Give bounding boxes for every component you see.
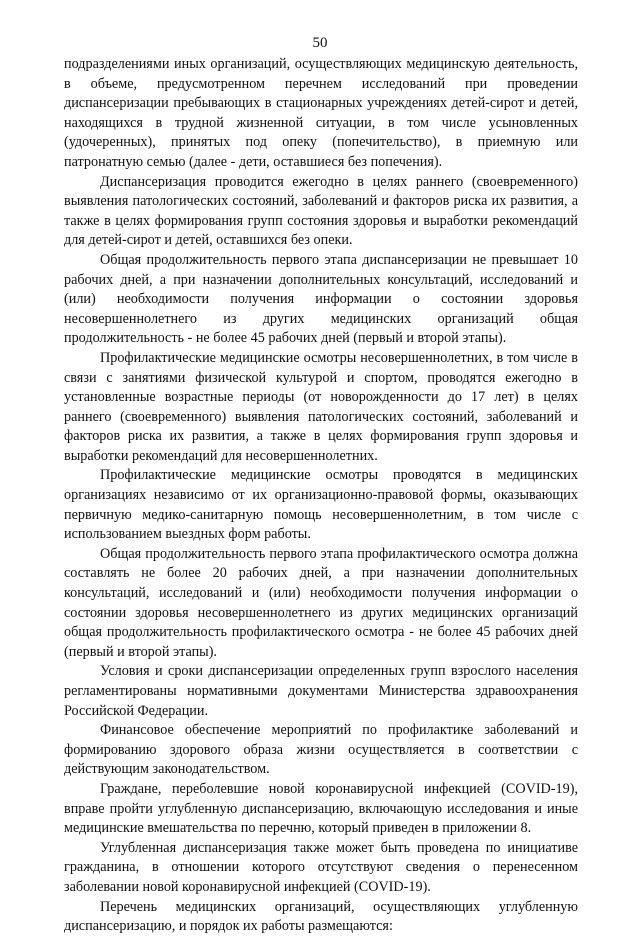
paragraph-dispensary-purpose: Диспансеризация проводится ежегодно в целях раннего (своевременного) выявления патологических состояний, заболеваний и факторов риска их развития, а также в целях формирования групп состояния здоровья и выработки рекомендаций для детей-сирот и детей, оставшихся без опеки. <box>64 173 578 249</box>
document-body <box>64 55 578 937</box>
paragraph-exam-organizations: Профилактические медицинские осмотры проводятся в медицинских организациях независимо от их организационно-правовой формы, оказывающих первичную медико-санитарную помощь несовершеннолетним, в том числе с использованием выездных форм работы. <box>64 467 578 543</box>
paragraph-continuation: подразделениями иных организаций, осуществляющих медицинскую деятельность, в объеме, предусмотренном перечнем исследований при проведении диспансеризации пребывающих в стационарных учреждениях детей-сирот и детей, находящихся в трудной жизненной ситуации, в том числе усыновленных (удочеренных), принятых под опеку (попечительство), в приемную или патронатную семью (далее - дети, оставшиеся без попечения). <box>64 56 578 170</box>
paragraph-covid-citizens: Граждане, переболевшие новой коронавирусной инфекцией (COVID-19), вправе пройти углубленную диспансеризацию, включающую исследования и иные медицинские вмешательства по перечню, который приведен в приложении 8. <box>64 780 578 837</box>
paragraph-financing: Финансовое обеспечение мероприятий по профилактике заболеваний и формированию здорового образа жизни осуществляется в соответствии с действующим законодательством. <box>64 722 578 778</box>
page-number: 50 <box>312 35 328 51</box>
paragraph-in-depth-initiative: Углубленная диспансеризация также может быть проведена по инициативе гражданина, в отношении которого отсутствуют сведения о перенесенном заболевании новой коронавирусной инфекцией (COVID-19). <box>64 839 578 895</box>
paragraph-preventive-exams: Профилактические медицинские осмотры несовершеннолетних, в том числе в связи с занятиями физической культурой и спортом, проводятся ежегодно в установленные возрастные периоды (от новорожденности до 17 лет) в целях раннего (своевременного) выявления патологических состояний, заболеваний и факторов риска их развития, а также в целях формирования групп здоровья и выработки рекомендаций для несовершеннолетних. <box>64 349 578 464</box>
paragraph-organization-list: Перечень медицинских организаций, осуществляющих углубленную диспансеризацию, и порядок их работы размещаются: <box>64 898 578 935</box>
paragraph-exam-duration: Общая продолжительность первого этапа профилактического осмотра должна составлять не более 20 рабочих дней, а при назначении дополнительных консультаций, исследований и (или) необходимости получения информации о состоянии здоровья несовершеннолетнего из других медицинских организаций общая продолжительность профилактического осмотра - не более 45 рабочих дней (первый и второй этапы). <box>64 545 578 660</box>
paragraph-adult-conditions: Условия и сроки диспансеризации определенных групп взрослого населения регламентированы нормативными документами Министерства здравоохранения Российской Федерации. <box>64 663 578 719</box>
paragraph-first-stage-duration: Общая продолжительность первого этапа диспансеризации не превышает 10 рабочих дней, а при назначении дополнительных консультаций, исследований и (или) необходимости получения информации о состоянии здоровья несовершеннолетнего из других медицинских организаций общая продолжительность - не более 45 рабочих дней (первый и второй этапы). <box>64 251 578 347</box>
